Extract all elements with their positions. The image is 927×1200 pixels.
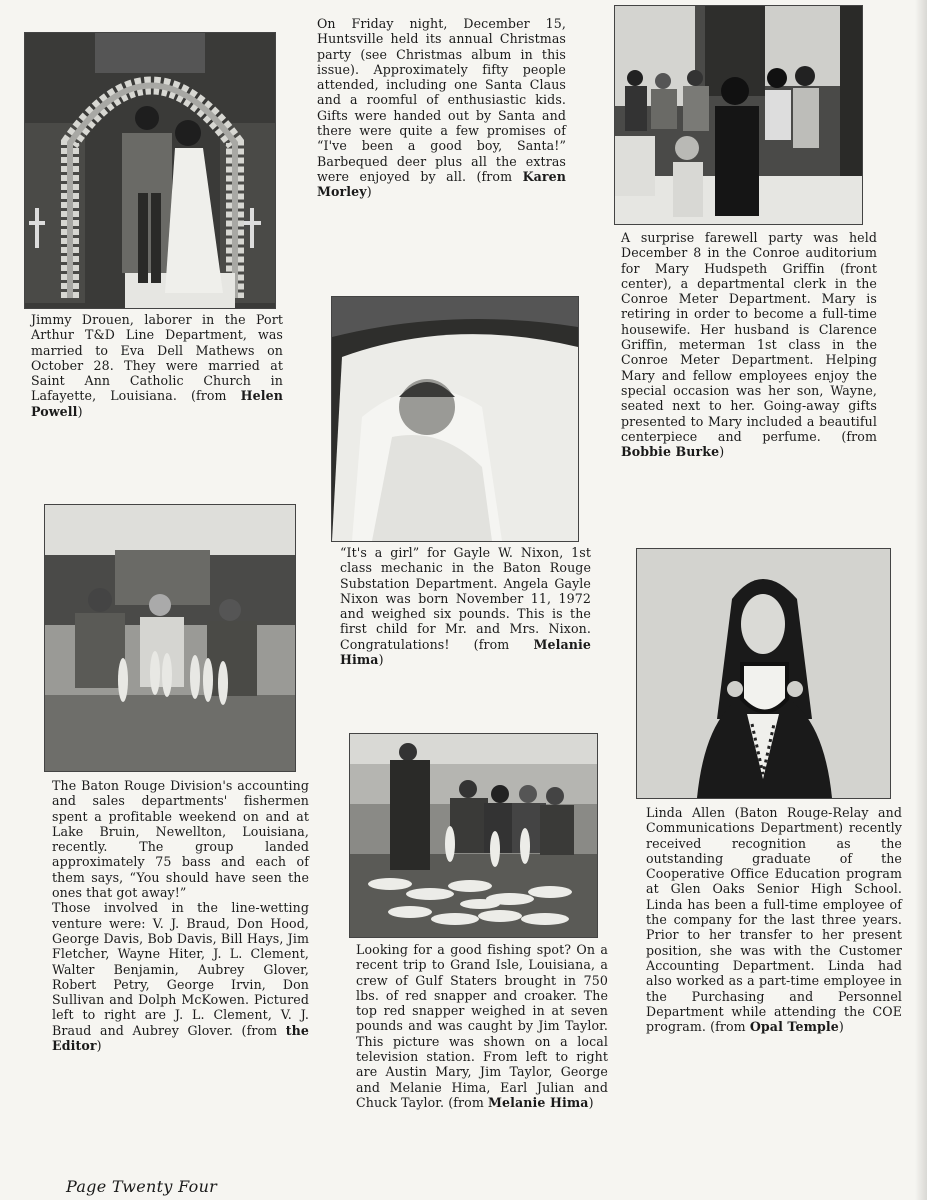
wedding-photo — [24, 32, 276, 309]
wedding-caption — [31, 312, 283, 419]
christmas-caption — [317, 16, 566, 200]
linda-credit-close: ) — [838, 1019, 844, 1035]
bass-caption-text: The Baton Rouge Division's accounting and sales departments' fishermen spent a profitable weekend on and at Lake Bruin, Newellton, Louisiana, recently. The group landed approximately 75 bass and each of them says, “You should have seen the ones that got away!” — [52, 778, 309, 901]
farewell-party-photo — [614, 5, 863, 225]
baby-caption-text: “It's a girl” for Gayle W. Nixon, 1st class mechanic in the Baton Rouge Substation Department. Angela Gayle Nixon was born November 11, 1972 and weighed six pounds. This is the first child for Mr. and Mrs. Nixon. Congratulations! (from — [340, 545, 591, 652]
farewell-credit: Bobbie Burke — [621, 444, 720, 460]
page-edge — [915, 0, 927, 1200]
linda-caption-text: Linda Allen (Baton Rouge-Relay and Communications Department) recently received recognition as the outstanding graduate of the Cooperative Office Education program at Glen Oaks Senior High School. Linda has been a full-time employee of the company for the last three years. Prior to her transfer to her present position, she was with the Customer Accounting Department. Linda had also worked as a part-time employee in the Purchasing and Personnel Department while attending the COE program. (from — [646, 805, 902, 1035]
snapper-caption-text: Looking for a good fishing spot? On a recent trip to Grand Isle, Louisiana, a crew of Gulf Staters brought in 750 lbs. of red snapper and croaker. The top red snapper weighed in at seven pounds and was caught by Jim Taylor. This picture was shown on a local television station. From left to right are Austin Mary, Jim Taylor, George and Melanie Hima, Earl Julian and Chuck Taylor. (from — [356, 942, 608, 1110]
wedding-credit-close: ) — [77, 403, 83, 419]
snapper-credit: Melanie Hima — [487, 1094, 589, 1110]
christmas-credit-close: ) — [366, 184, 372, 200]
snapper-caption — [356, 942, 608, 1110]
bass-fishing-photo — [44, 504, 296, 772]
linda-credit: Opal Temple — [749, 1019, 839, 1035]
wedding-credit: Helen Powell — [31, 388, 283, 419]
bass-credit: the Editor — [52, 1022, 309, 1054]
bass-credit-close: ) — [96, 1038, 102, 1054]
baby-credit-close: ) — [378, 652, 384, 668]
farewell-caption — [621, 230, 877, 459]
baby-credit: Melanie Hima — [340, 636, 591, 668]
page-number: Page Twenty Four — [66, 1177, 218, 1196]
farewell-caption-text: A surprise farewell party was held December 8 in the Conroe auditorium for Mary Hudspeth Griffin (front center), a departmental clerk in the Conroe Meter Department. Mary is retiring in order to become a full-time housewife. Her husband is Clarence Griffin, meterman 1st class in the Conroe Meter Department. Helping Mary and fellow employees enjoy the special occasion was her son, Wayne, seated next to her. Going-away gifts presented to Mary included a beautiful centerpiece and perfume. (from — [621, 230, 877, 444]
wedding-caption-text: Jimmy Drouen, laborer in the Port Arthur T&D Line Department, was married to Eva Dell Mathews on October 28. They were married at Saint Ann Catholic Church in Lafayette, Louisiana. (from — [31, 312, 283, 404]
linda-allen-photo — [636, 548, 891, 799]
snapper-credit-close: ) — [588, 1094, 594, 1110]
christmas-credit: Karen Morley — [317, 168, 566, 200]
bass-caption-text-2: Those involved in the line-wetting venture were: V. J. Braud, Don Hood, George Davis, Bob Davis, Bill Hays, Jim Fletcher, Wayne Hiter, J. L. Clement, Walter Benjamin, Aubrey Glover, Robert Petry, George Irvin, Don Sullivan and Dolph McKowen. Pictured left to right are J. L. Clement, V. J. Braud and Aubrey Glover. (from — [52, 900, 309, 1038]
snapper-fishing-photo — [349, 733, 598, 938]
baby-caption — [340, 545, 591, 667]
christmas-caption-text: On Friday night, December 15, Huntsville held its annual Christmas party (see Christmas album in this issue). Approximately fifty people attended, including one Santa Claus and a roomful of enthusiastic kids. Gifts were handed out by Santa and there were quite a few promises of “I've been a good boy, Santa!” Barbequed deer plus all the extras were enjoyed by all. (from — [317, 16, 566, 184]
farewell-credit-close: ) — [719, 444, 725, 460]
linda-caption — [646, 805, 902, 1034]
bass-caption — [52, 778, 309, 1053]
baby-photo — [331, 296, 579, 542]
